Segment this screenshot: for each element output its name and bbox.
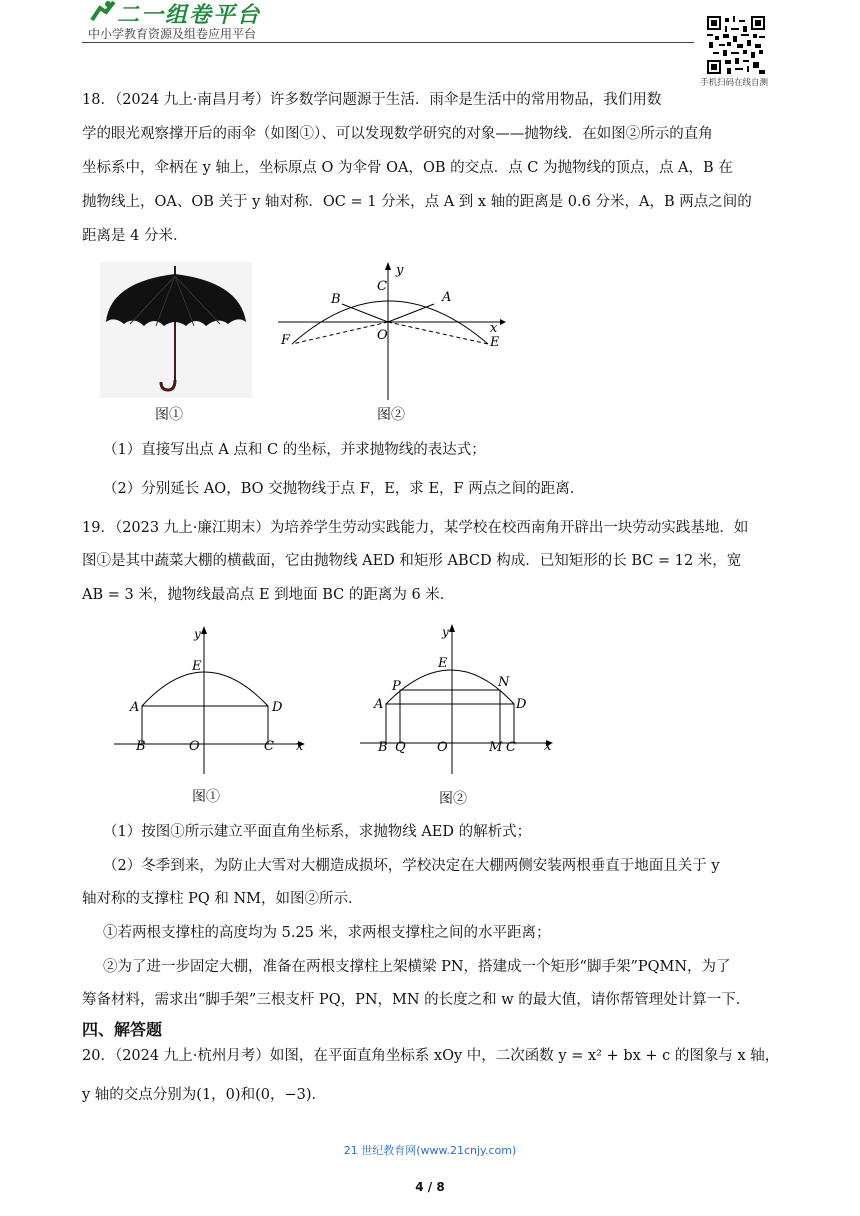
q19f2-x-label: x (544, 739, 552, 754)
qr-code-icon (707, 16, 765, 74)
fig2-y-label: y (396, 263, 404, 278)
q19-sub1: （1）按图①所示建立平面直角坐标系，求抛物线 AED 的解析式； (103, 824, 532, 840)
q19-sub2-line-2: 轴对称的支撑柱 PQ 和 NM，如图②所示． (82, 891, 363, 907)
q19-line-3: AB = 3 米，抛物线最高点 E 到地面 BC 的距离为 6 米． (82, 587, 455, 603)
qr-caption: 手机扫码在线自测 (700, 78, 769, 88)
fig2-point-b: B (331, 292, 341, 307)
q19f2-point-p: P (392, 679, 401, 694)
fig2-point-o: O (377, 328, 388, 343)
q19-line-1: 19．（2023 九上·廉江期末）为培养学生劳动实践能力，某学校在校西南角开辟出一块劳动实践基地．如 (82, 520, 749, 536)
q19f1-point-a: A (130, 700, 140, 715)
q19f1-point-b: B (136, 739, 146, 754)
q18-sub2: （2）分别延长 AO，BO 交抛物线于点 F，E，求 E，F 两点之间的距离． (103, 481, 585, 497)
fig2-point-a: A (442, 290, 452, 305)
q19f1-point-e: E (192, 659, 202, 674)
q19-fig1-caption: 图① (192, 789, 220, 805)
q18-fig2-caption: 图② (377, 407, 405, 423)
q19-line-2: 图①是其中蔬菜大棚的横截面，它由抛物线 AED 和矩形 ABCD 构成．已知矩形的长 BC = 12 米，宽 (82, 553, 742, 569)
q20-line-2: y 轴的交点分别为(1，0)和(0，−3)． (82, 1087, 326, 1103)
fig2-point-f: F (281, 333, 291, 348)
q19-sub2-line-1: （2）冬季到来，为防止大雪对大棚造成损坏，学校决定在大棚两侧安装两根垂直于地面且关于 y (103, 858, 720, 874)
q19-sub2-2-line-1: ②为了进一步固定大棚，准备在两根支撑柱上架横梁 PN，搭建成一个矩形“脚手架”PQMN，为了 (103, 959, 731, 975)
q19-fig2-caption: 图② (439, 791, 467, 807)
q19f2-point-e: E (438, 656, 448, 671)
q19-sub2-2-line-2: 筹备材料，需求出“脚手架”三根支杆 PQ，PN，MN 的长度之和 w 的最大值，请你帮管理处计算一下． (82, 992, 751, 1008)
fig2-x-label: x (490, 321, 498, 336)
page-number: 4 / 8 (415, 1180, 445, 1194)
q18-sub1: （1）直接写出点 A 点和 C 的坐标，并求抛物线的表达式； (103, 442, 486, 458)
q18-line-1: 18．（2024 九上·南昌月考）许多数学问题源于生活．雨伞是生活中的常用物品，我们用数 (82, 92, 662, 108)
runner-logo-icon (88, 0, 118, 22)
q18-line-4: 抛物线上，OA、OB 关于 y 轴对称．OC = 1 分米，点 A 到 x 轴的距离是 0.6 分米，A，B 两点之间的 (82, 194, 752, 210)
q19f2-point-o: O (437, 740, 448, 755)
q18-line-3: 坐标系中，伞柄在 y 轴上，坐标原点 O 为伞骨 OA，OB 的交点．点 C 为抛物线的顶点，点 A，B 在 (82, 160, 733, 176)
q19-fig1-diagram (112, 622, 312, 780)
section-title: 四、解答题 (82, 1020, 163, 1039)
site-name: 二一组卷平台 (117, 3, 262, 28)
q19f2-point-q: Q (395, 740, 406, 755)
q20-line-1: 20．（2024 九上·杭州月考）如图，在平面直角坐标系 xOy 中，二次函数 y = x² + bx + c 的图象与 x 轴， (82, 1048, 780, 1064)
q19f2-y-label: y (442, 625, 449, 639)
q19f1-y-label: y (194, 627, 201, 641)
q18-line-2: 学的眼光观察撑开后的雨伞（如图①）、可以发现数学研究的对象——抛物线．在如图②所示的直角 (82, 126, 713, 142)
q19f1-point-o: O (189, 739, 200, 754)
q19f1-point-d: D (272, 700, 283, 715)
q19f2-point-c: C (506, 740, 516, 755)
site-subtitle: 中小学教育资源及组卷应用平台 (88, 27, 257, 41)
q19-fig2-diagram (358, 620, 562, 782)
q19-sub2-1: ①若两根支撑柱的高度均为 5.25 米，求两根支撑柱之间的水平距离； (103, 925, 551, 941)
q19f2-point-a: A (374, 697, 384, 712)
header-divider (82, 42, 694, 43)
umbrella-image (100, 262, 252, 398)
q19f1-point-c: C (264, 739, 274, 754)
q19f2-point-m: M (489, 740, 503, 755)
q19f2-point-b: B (378, 740, 388, 755)
q19f2-point-n: N (498, 675, 510, 690)
q19f1-x-label: x (296, 739, 304, 754)
q18-line-5: 距离是 4 分米． (82, 228, 188, 244)
footer-link[interactable]: 21 世纪教育网(www.21cnjy.com) (343, 1144, 517, 1157)
fig2-point-e: E (490, 335, 500, 350)
q18-fig1-caption: 图① (155, 407, 183, 423)
q18-fig2-diagram (276, 260, 508, 400)
q19f2-point-d: D (516, 697, 527, 712)
fig2-point-c: C (377, 279, 387, 294)
